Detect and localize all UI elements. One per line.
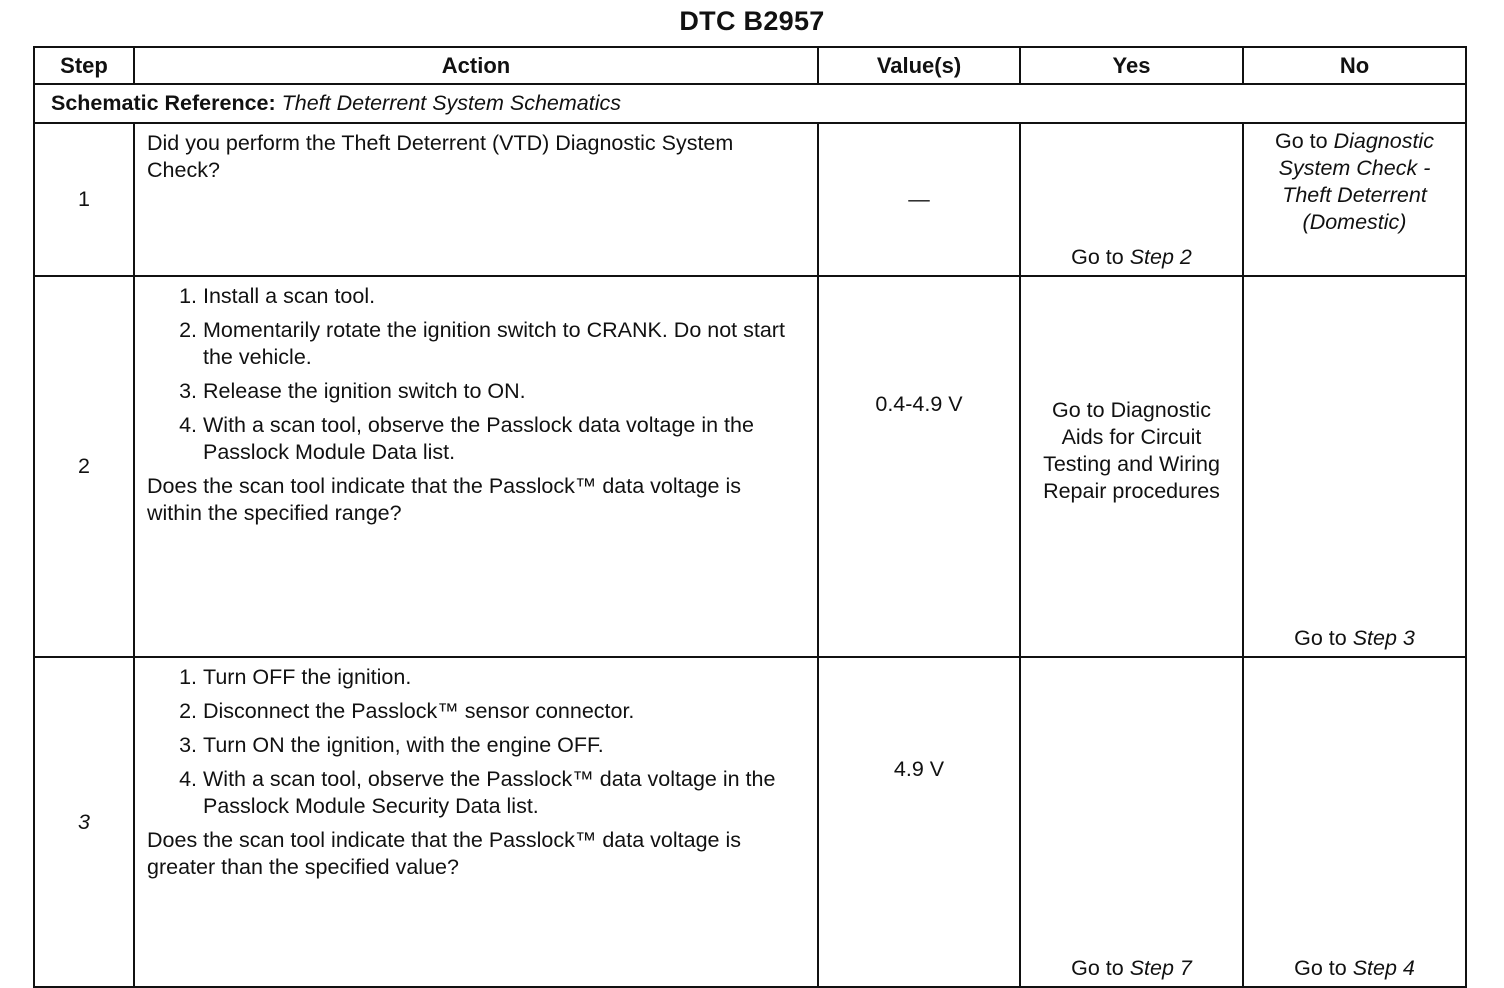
no-cell — [1243, 123, 1466, 276]
schematic-reference — [34, 84, 1466, 123]
no-link[interactable]: Diagnostic System Check - Theft Deterrent (Domestic) — [1278, 129, 1434, 234]
action-question: Does the scan tool indicate that the Passlock™ data voltage is greater than the specified value? — [147, 828, 741, 879]
no-cell — [1243, 276, 1466, 657]
header-no: No — [1243, 47, 1466, 84]
header-step: Step — [34, 47, 134, 84]
value-cell: — — [818, 123, 1020, 276]
action-question: Does the scan tool indicate that the Passlock™ data voltage is within the specified range? — [147, 474, 741, 525]
header-row — [34, 47, 1466, 84]
no-prefix: Go to — [1294, 956, 1353, 980]
action-steps — [147, 283, 807, 466]
yes-prefix: Go to — [1071, 956, 1130, 980]
table-row — [34, 123, 1466, 276]
no-prefix: Go to — [1275, 129, 1334, 153]
step-number: 3 — [34, 657, 134, 987]
list-item: 2. Disconnect the Passlock™ sensor connector. — [179, 699, 635, 723]
schematic-link[interactable]: Theft Deterrent System Schematics — [281, 91, 621, 115]
no-prefix: Go to — [1294, 626, 1353, 650]
table-row — [34, 657, 1466, 987]
step-number: 2 — [34, 276, 134, 657]
header-action: Action — [134, 47, 818, 84]
list-item: 3. Release the ignition switch to ON. — [179, 379, 526, 403]
value-cell: 0.4-4.9 V — [818, 276, 1020, 657]
schematic-row — [34, 84, 1466, 123]
yes-link[interactable]: Step 7 — [1129, 956, 1192, 980]
yes-link[interactable]: Step 2 — [1129, 245, 1192, 269]
no-link[interactable]: Step 3 — [1352, 626, 1415, 650]
action-question: Did you perform the Theft Deterrent (VTD) Diagnostic System Check? — [147, 131, 734, 182]
action-cell — [134, 276, 818, 657]
yes-cell[interactable]: Go to Diagnostic Aids for Circuit Testing and Wiring Repair procedures — [1020, 276, 1243, 657]
header-values: Value(s) — [818, 47, 1020, 84]
yes-cell — [1020, 657, 1243, 987]
list-item: 4. With a scan tool, observe the Passlock™ data voltage in the Passlock Module Security Data list. — [179, 767, 776, 818]
schematic-label: Schematic Reference: — [51, 91, 276, 115]
action-steps — [147, 664, 807, 820]
no-link[interactable]: Step 4 — [1352, 956, 1415, 980]
table-row — [34, 276, 1466, 657]
list-item: 4. With a scan tool, observe the Passlock data voltage in the Passlock Module Data list. — [179, 413, 754, 464]
page-title: DTC B2957 — [679, 6, 825, 36]
list-item: 3. Turn ON the ignition, with the engine OFF. — [179, 733, 604, 757]
list-item: 1. Turn OFF the ignition. — [179, 665, 412, 689]
yes-cell — [1020, 123, 1243, 276]
list-item: 1. Install a scan tool. — [179, 284, 376, 308]
header-yes: Yes — [1020, 47, 1243, 84]
action-cell — [134, 657, 818, 987]
action-cell — [134, 123, 818, 276]
yes-prefix: Go to — [1071, 245, 1130, 269]
value-cell: 4.9 V — [818, 657, 1020, 987]
no-cell — [1243, 657, 1466, 987]
diagnostic-table — [33, 46, 1467, 988]
step-number: 1 — [34, 123, 134, 276]
list-item: 2. Momentarily rotate the ignition switch to CRANK. Do not start the vehicle. — [179, 318, 785, 369]
